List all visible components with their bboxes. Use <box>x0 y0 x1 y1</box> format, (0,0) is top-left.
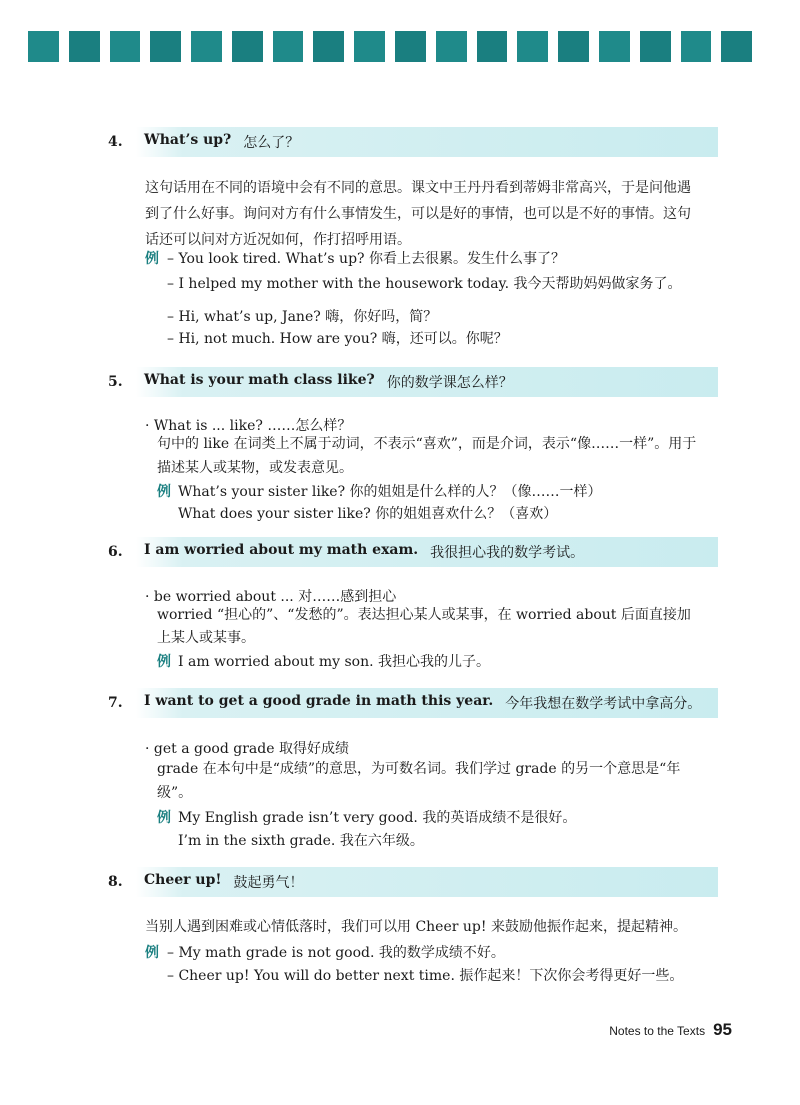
title-chinese: 怎么了？ <box>243 135 300 151</box>
title-chinese: 我很担心我的数学考试。 <box>430 545 585 561</box>
title-english: I am worried about my math exam. <box>144 542 419 558</box>
section-title <box>144 693 701 713</box>
page-number: 95 <box>713 1020 732 1039</box>
section-title <box>144 132 299 152</box>
example-mark: 例 <box>157 484 171 500</box>
example-line: I’m in the sixth grade. 我在六年级。 <box>178 833 424 849</box>
header-block <box>191 31 222 62</box>
section-6-heading <box>108 537 584 567</box>
example-line: My English grade isn’t very good. 我的英语成绩不是很好。 <box>178 810 577 826</box>
header-block <box>395 31 426 62</box>
header-block <box>681 31 712 62</box>
example-line: – My math grade is not good. 我的数学成绩不好。 <box>167 945 505 961</box>
section-6-explanation: worried “担心的”、“发愁的”。表达担心某人或某事，在 worried about 后面直接加上某人或某事。 <box>157 607 691 646</box>
section-number: 6. <box>108 544 123 560</box>
header-block <box>273 31 304 62</box>
header-block <box>477 31 508 62</box>
title-english: What is your math class like? <box>144 372 375 388</box>
section-title <box>144 372 513 392</box>
example-line: – You look tired. What’s up? 你看上去很累。发生什么事了？ <box>167 251 565 267</box>
example-mark: 例 <box>157 654 171 670</box>
section-number: 5. <box>108 374 123 390</box>
title-chinese: 鼓起勇气！ <box>233 875 304 891</box>
header-block <box>517 31 548 62</box>
bullet-phrase: · be worried about ... 对……感到担心 <box>145 589 397 605</box>
header-block <box>232 31 263 62</box>
section-8-explanation: 当别人遇到困难或心情低落时，我们可以用 Cheer up! 来鼓励他振作起来，提起精神。 <box>145 919 687 935</box>
header-block <box>599 31 630 62</box>
title-english: What’s up? <box>144 132 232 148</box>
header-block <box>28 31 59 62</box>
bullet-phrase: · get a good grade 取得好成绩 <box>145 741 349 757</box>
header-block <box>640 31 671 62</box>
example-mark: 例 <box>145 945 159 961</box>
header-block <box>110 31 141 62</box>
header-block <box>436 31 467 62</box>
title-chinese: 今年我想在数学考试中拿高分。 <box>505 696 702 712</box>
section-title <box>144 542 584 562</box>
example-line: What does your sister like? 你的姐姐喜欢什么？（喜欢） <box>178 506 558 522</box>
example-line: I am worried about my son. 我担心我的儿子。 <box>178 654 491 670</box>
example-line: What’s your sister like? 你的姐姐是什么样的人？（像……一样） <box>178 484 602 500</box>
section-4-explanation: 这句话用在不同的语境中会有不同的意思。课文中王丹丹看到蒂姆非常高兴，于是问他遇到了什么好事。询问对方有什么事情发生，可以是好的事情，也可以是不好的事情。这句话还可以问对方近况如何，作打招呼用语。 <box>145 180 691 248</box>
page-footer <box>609 1020 732 1040</box>
header-block <box>558 31 589 62</box>
header-block <box>69 31 100 62</box>
section-number: 4. <box>108 134 123 150</box>
header-decoration-bar <box>28 31 752 62</box>
header-block <box>313 31 344 62</box>
header-block <box>721 31 752 62</box>
section-number: 8. <box>108 874 123 890</box>
section-5-heading <box>108 367 513 397</box>
header-block <box>354 31 385 62</box>
header-block <box>150 31 181 62</box>
example-mark: 例 <box>145 251 159 267</box>
section-8-heading <box>108 867 304 897</box>
title-english: Cheer up! <box>144 872 222 888</box>
section-7-explanation: grade 在本句中是“成绩”的意思，为可数名词。我们学过 grade 的另一个意思是“年级”。 <box>157 761 681 801</box>
example-line: – Cheer up! You will do better next time. 振作起来！下次你会考得更好一些。 <box>167 968 684 984</box>
section-number: 7. <box>108 695 123 711</box>
example-line: – Hi, what’s up, Jane? 嗨，你好吗，简？ <box>167 309 438 325</box>
example-line: – I helped my mother with the housework today. 我今天帮助妈妈做家务了。 <box>167 276 682 292</box>
bullet-phrase: · What is ... like? ……怎么样？ <box>145 418 352 434</box>
section-7-heading <box>108 688 701 718</box>
title-chinese: 你的数学课怎么样？ <box>386 375 513 391</box>
footer-label: Notes to the Texts <box>609 1024 706 1038</box>
example-line: – Hi, not much. How are you? 嗨，还可以。你呢？ <box>167 331 508 347</box>
section-4-heading <box>108 127 299 157</box>
example-mark: 例 <box>157 810 171 826</box>
title-english: I want to get a good grade in math this year. <box>144 693 494 709</box>
section-5-explanation: 句中的 like 在词类上不属于动词，不表示“喜欢”，而是介词，表示“像……一样”。用于描述某人或某物，或发表意见。 <box>157 436 697 476</box>
section-title <box>144 872 304 892</box>
